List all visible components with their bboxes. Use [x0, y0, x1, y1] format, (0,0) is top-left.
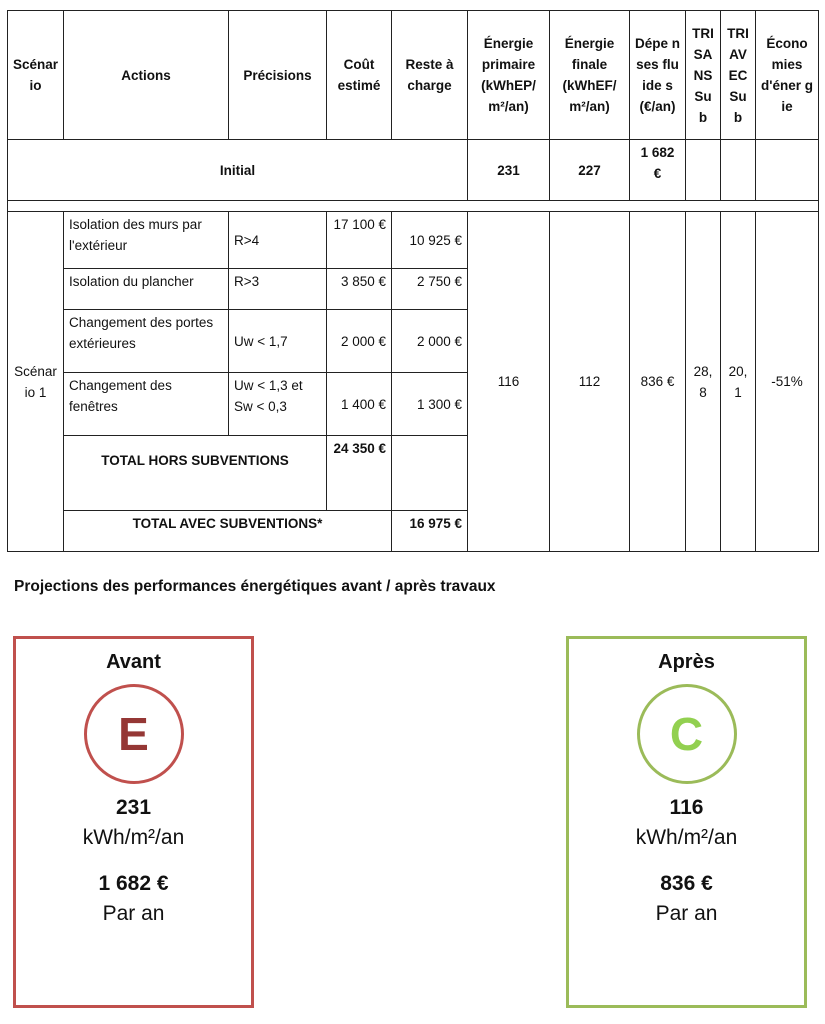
after-title: Après — [658, 651, 715, 673]
initial-eco — [756, 140, 819, 201]
cout-cell: 2 000 € — [327, 310, 392, 373]
cout-cell: 3 850 € — [327, 269, 392, 310]
after-energy-class-badge — [637, 684, 737, 784]
initial-ef: 227 — [550, 140, 630, 201]
before-cost: 1 682 € — [98, 872, 169, 895]
after-energy-unit: kWh/m²/an — [635, 826, 738, 849]
projections-title: Projections des performances énergétiques avant / après travaux — [14, 578, 496, 595]
initial-tri-sans — [686, 140, 721, 201]
header-tri-sans: TRI SA NS Su b — [686, 11, 721, 140]
renovation-table — [7, 10, 819, 552]
precision-cell: Uw < 1,3 et Sw < 0,3 — [229, 373, 327, 436]
before-energy-unit: kWh/m²/an — [82, 826, 185, 849]
before-title: Avant — [106, 651, 161, 673]
reste-cell: 1 300 € — [392, 373, 468, 436]
scenario-ef: 112 — [550, 212, 630, 552]
scenario-label: Scénar io 1 — [8, 212, 64, 552]
spacer-row — [8, 201, 819, 212]
total-hors-label: TOTAL HORS SUBVENTIONS — [64, 436, 327, 511]
after-energy-class: C — [669, 708, 704, 760]
before-energy-class-badge — [84, 684, 184, 784]
total-hors-value: 24 350 € — [327, 436, 392, 511]
header-reste: Reste à charge — [392, 11, 468, 140]
before-energy-value: 231 — [115, 796, 152, 819]
precision-cell: R>4 — [229, 212, 327, 269]
header-cout: Coût estimé — [327, 11, 392, 140]
scenario-eco: -51% — [756, 212, 819, 552]
after-card — [566, 636, 807, 1008]
initial-ep: 231 — [468, 140, 550, 201]
header-precisions: Précisions — [229, 11, 327, 140]
scenario-dep: 836 € — [630, 212, 686, 552]
initial-row — [8, 140, 819, 201]
cout-cell: 17 100 € — [327, 212, 392, 269]
table-row — [8, 212, 819, 269]
after-per: Par an — [655, 902, 718, 925]
header-actions: Actions — [64, 11, 229, 140]
header-depenses: Dépe nses fluide s (€/an) — [630, 11, 686, 140]
scenario-ep: 116 — [468, 212, 550, 552]
initial-dep: 1 682 € — [630, 140, 686, 201]
after-energy-value: 116 — [669, 796, 704, 819]
before-card — [13, 636, 254, 1008]
header-scenario: Scénar io — [8, 11, 64, 140]
header-economies: Écono mies d'éner gie — [756, 11, 819, 140]
action-cell: Isolation des murs par l'extérieur — [64, 212, 229, 269]
cout-cell: 1 400 € — [327, 373, 392, 436]
before-per: Par an — [102, 902, 165, 925]
total-avec-value: 16 975 € — [392, 511, 468, 552]
initial-tri-avec — [721, 140, 756, 201]
scenario-tri-avec: 20, 1 — [721, 212, 756, 552]
before-energy-class: E — [118, 708, 149, 760]
header-tri-avec: TRI AV EC Su b — [721, 11, 756, 140]
action-cell: Changement des fenêtres — [64, 373, 229, 436]
header-energie-finale: Énergie finale (kWhEF/ m²/an) — [550, 11, 630, 140]
header-row — [8, 11, 819, 140]
spacer-cell — [8, 201, 819, 212]
action-cell: Changement des portes extérieures — [64, 310, 229, 373]
reste-cell: 2 000 € — [392, 310, 468, 373]
total-hors-reste — [392, 436, 468, 511]
reste-cell: 2 750 € — [392, 269, 468, 310]
action-cell: Isolation du plancher — [64, 269, 229, 310]
after-cost: 836 € — [660, 872, 713, 895]
initial-label: Initial — [8, 140, 468, 201]
precision-cell: Uw < 1,7 — [229, 310, 327, 373]
scenario-tri-sans: 28, 8 — [686, 212, 721, 552]
reste-cell: 10 925 € — [392, 212, 468, 269]
precision-cell: R>3 — [229, 269, 327, 310]
total-avec-label: TOTAL AVEC SUBVENTIONS* — [64, 511, 392, 552]
header-energie-primaire: Énergie primaire (kWhEP/ m²/an) — [468, 11, 550, 140]
